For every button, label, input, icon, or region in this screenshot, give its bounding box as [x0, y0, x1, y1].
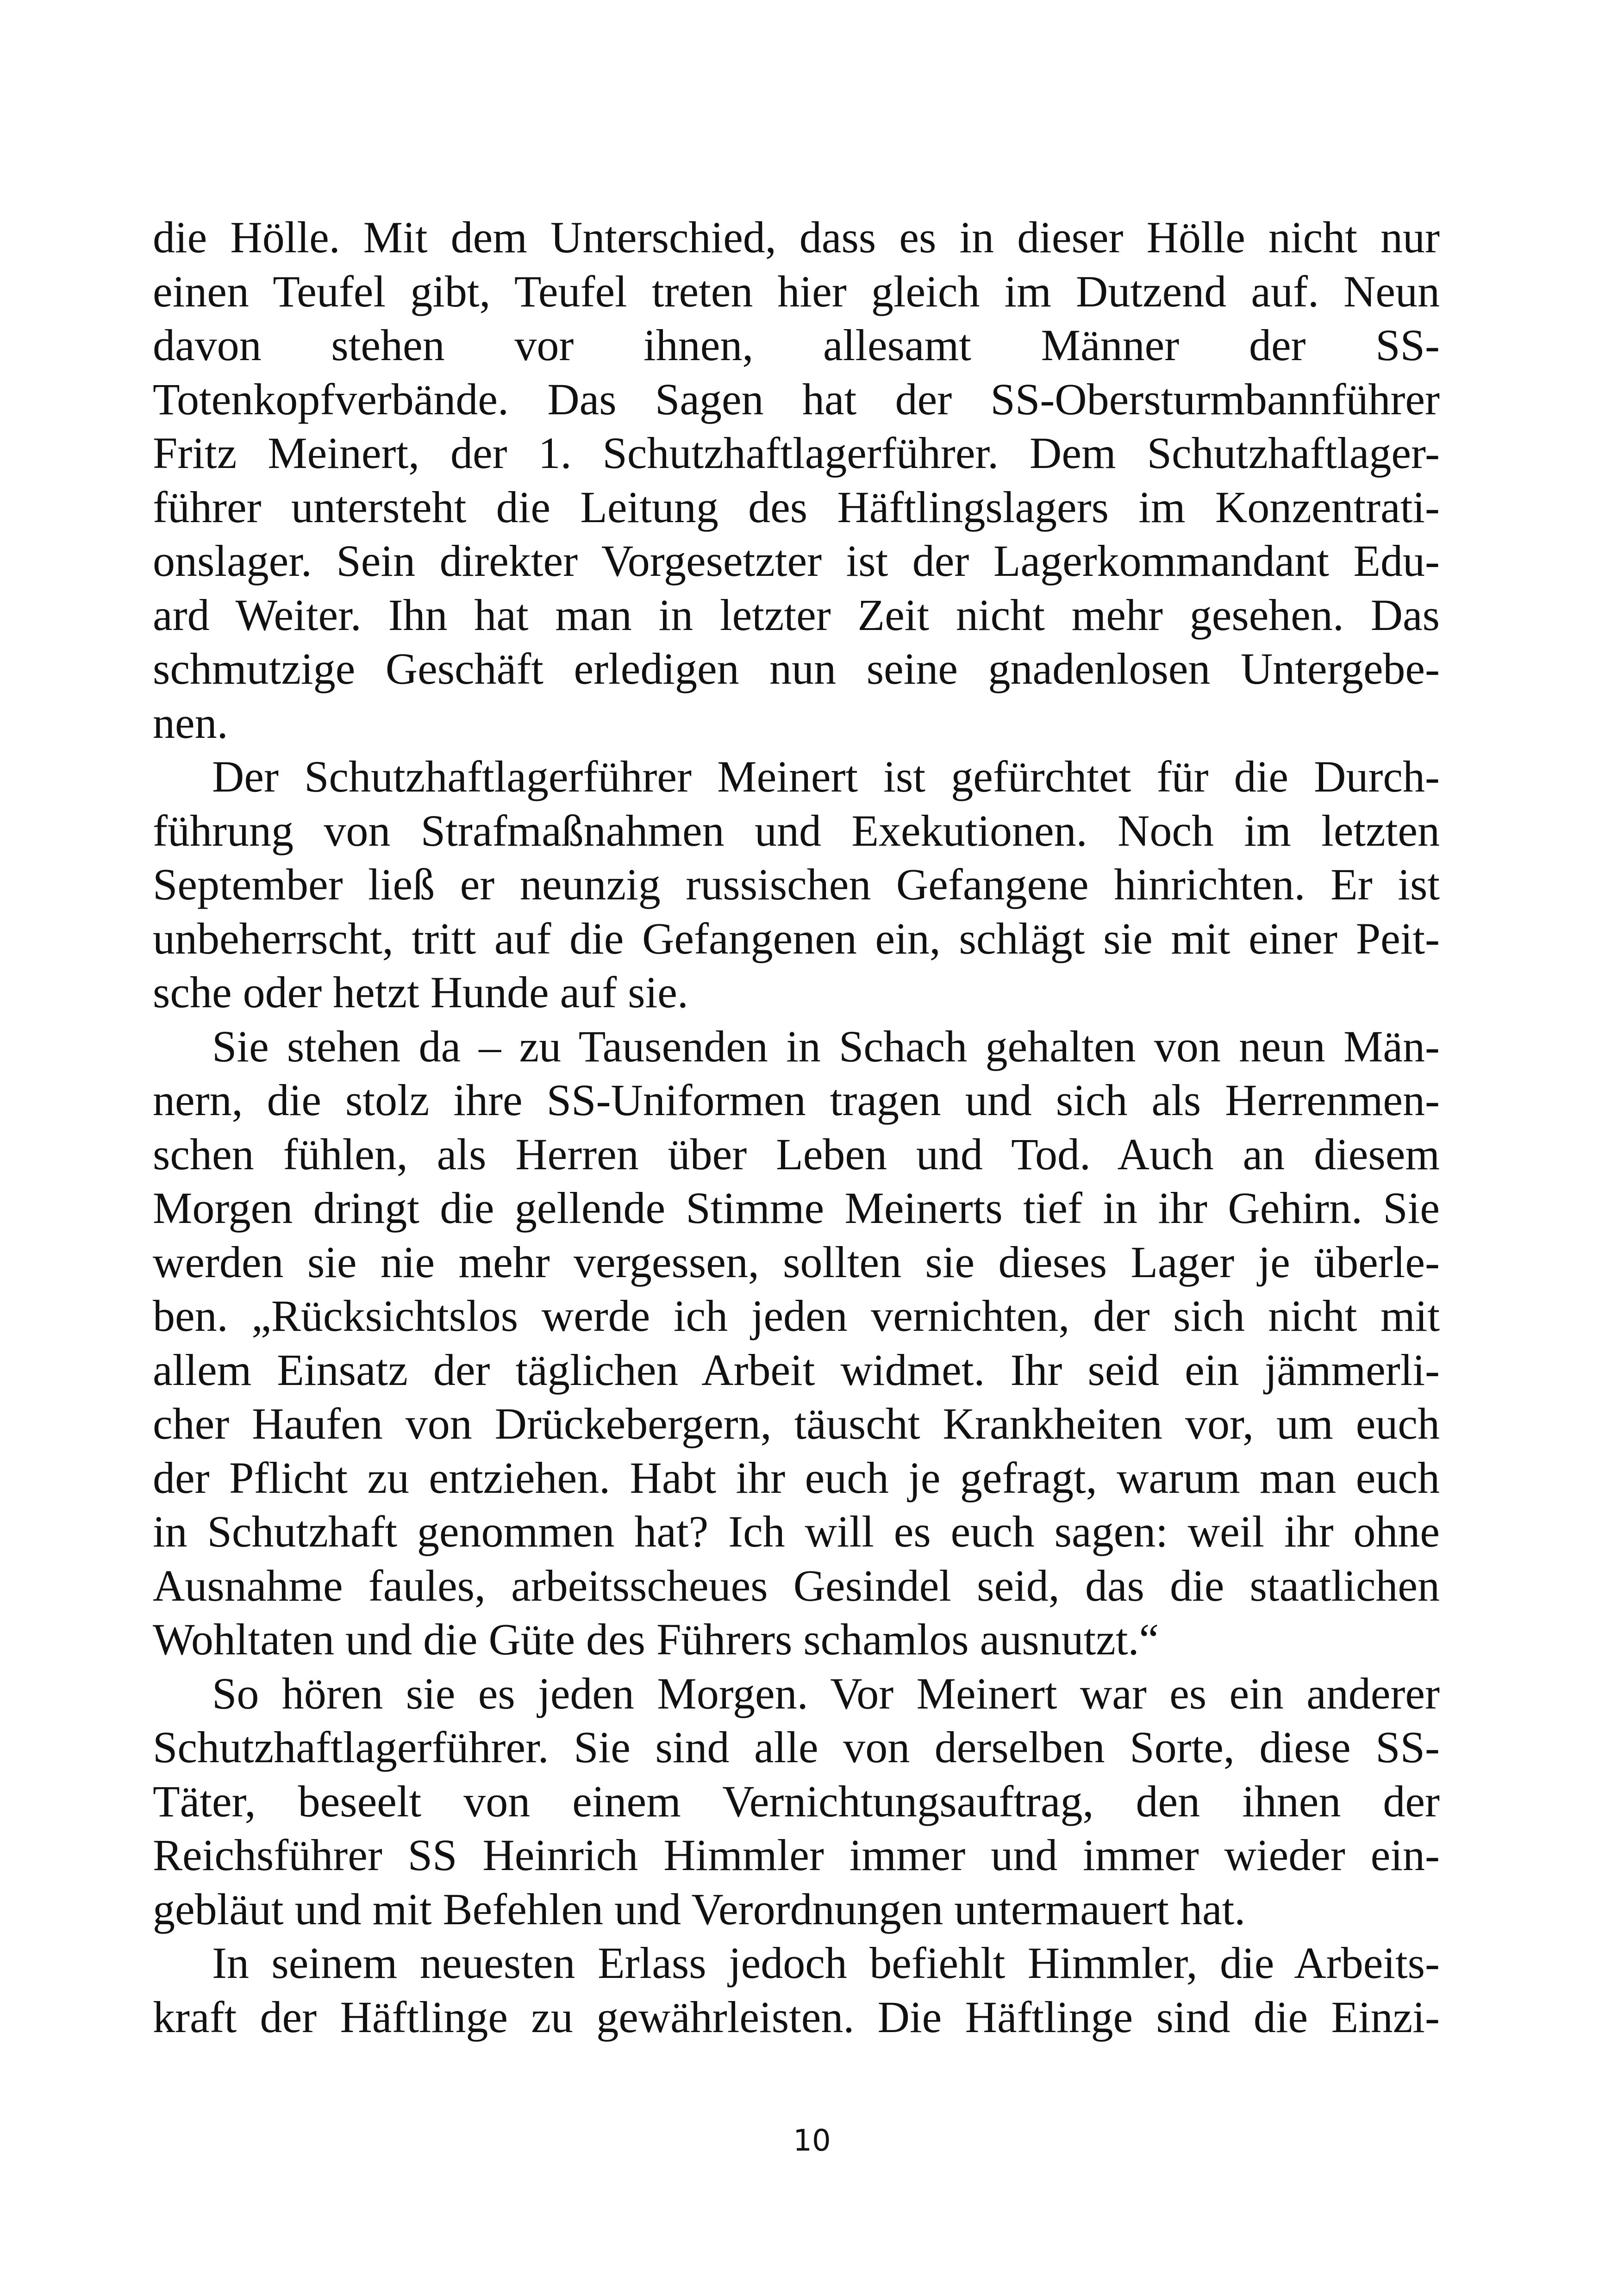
text-line: nern, die stolz ihre SS-Uniformen tragen und sich als Herrenmen-: [153, 1075, 1440, 1125]
text-line: sche oder hetzt Hunde auf sie.: [153, 967, 688, 1017]
text-line: schmutzige Geschäft erledigen nun seine gnadenlosen Untergebe-: [153, 644, 1440, 693]
text-line: Morgen dringt die gellende Stimme Meinerts tief in ihr Gehirn. Sie: [153, 1183, 1440, 1233]
text-line: September ließ er neunzig russischen Gefangene hinrichten. Er ist: [153, 860, 1440, 909]
text-line: Täter, beseelt von einem Vernichtungsauftrag, den ihnen der: [153, 1776, 1440, 1826]
text-line: ard Weiter. Ihn hat man in letzter Zeit nicht mehr gesehen. Das: [153, 590, 1440, 640]
text-line: führung von Strafmaßnahmen und Exekutionen. Noch im letzten: [153, 805, 1440, 855]
text-line: Fritz Meinert, der 1. Schutzhaftlagerführer. Dem Schutzhaftlager-: [153, 428, 1440, 478]
text-line: unbeherrscht, tritt auf die Gefangenen ein, schlägt sie mit einer Peit-: [153, 913, 1440, 963]
text-line: allem Einsatz der täglichen Arbeit widmet. Ihr seid ein jämmerli-: [153, 1345, 1440, 1395]
paragraph-4: [153, 1667, 1440, 1937]
text-line: der Pflicht zu entziehen. Habt ihr euch je gefragt, warum man euch: [153, 1453, 1440, 1503]
text-line: ben. „Rücksichtslos werde ich jeden vernichten, der sich nicht mit: [153, 1291, 1440, 1341]
body-text: [153, 211, 1440, 2044]
text-line: kraft der Häftlinge zu gewährleisten. Die Häftlinge sind die Einzi-: [153, 1992, 1440, 2042]
paragraph-3: [153, 1020, 1440, 1667]
text-line: Schutzhaftlagerführer. Sie sind alle von derselben Sorte, diese SS-: [153, 1722, 1440, 1772]
text-line: die Hölle. Mit dem Unterschied, dass es in dieser Hölle nicht nur: [153, 212, 1440, 262]
text-line: So hören sie es jeden Morgen. Vor Meinert war es ein anderer: [212, 1668, 1440, 1718]
text-line: Sie stehen da – zu Tausenden in Schach gehalten von neun Män-: [212, 1021, 1440, 1071]
page-number: 10: [793, 2124, 831, 2158]
text-line: in Schutzhaft genommen hat? Ich will es euch sagen: weil ihr ohne: [153, 1507, 1440, 1556]
text-line: einen Teufel gibt, Teufel treten hier gleich im Dutzend auf. Neun: [153, 266, 1440, 316]
text-line: onslager. Sein direkter Vorgesetzter ist der Lagerkommandant Edu-: [153, 536, 1440, 586]
paragraph-2: [153, 750, 1440, 1020]
text-line: schen fühlen, als Herren über Leben und Tod. Auch an diesem: [153, 1129, 1440, 1179]
text-line: In seinem neuesten Erlass jedoch befiehlt Himmler, die Arbeits-: [212, 1938, 1440, 1988]
paragraph-5: [153, 1936, 1440, 2044]
text-line: werden sie nie mehr vergessen, sollten sie dieses Lager je überle-: [153, 1237, 1440, 1287]
text-line: davon stehen vor ihnen, allesamt Männer der SS-: [153, 320, 1440, 370]
text-line: Ausnahme faules, arbeitsscheues Gesindel seid, das die staatlichen: [153, 1560, 1440, 1610]
text-line: Reichsführer SS Heinrich Himmler immer und immer wieder ein-: [153, 1830, 1440, 1880]
text-line: cher Haufen von Drückebergern, täuscht Krankheiten vor, um euch: [153, 1399, 1440, 1448]
text-line: führer untersteht die Leitung des Häftlingslagers im Konzentrati-: [153, 482, 1440, 532]
text-line: Wohltaten und die Güte des Führers schamlos ausnutzt.“: [153, 1615, 1159, 1664]
paragraph-1: [153, 211, 1440, 750]
text-line: nen.: [153, 698, 228, 748]
text-line: Totenkopfverbände. Das Sagen hat der SS-Obersturmbannführer: [153, 374, 1440, 424]
text-line: Der Schutzhaftlagerführer Meinert ist gefürchtet für die Durch-: [212, 752, 1440, 801]
text-line: gebläut und mit Befehlen und Verordnungen untermauert hat.: [153, 1884, 1246, 1934]
